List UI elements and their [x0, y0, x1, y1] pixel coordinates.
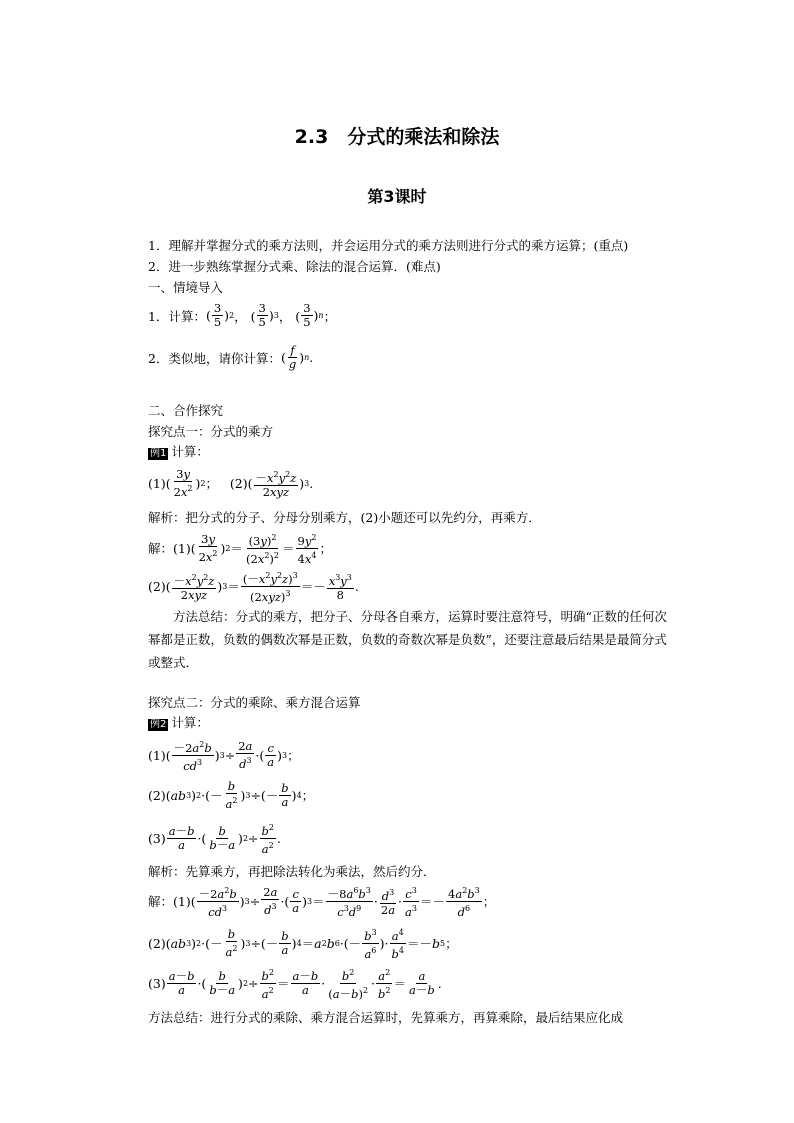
example-2-problem-2: (2)( ab 3 ) 2 ·(－ $\frac{b}{a^2}$ ) 3 ÷(－ $\frac{b}{a}$ ) 4 ；	[148, 779, 315, 811]
fraction: $\frac{b^3}{a^6}$	[364, 928, 377, 961]
fraction: $\frac{2a}{d^3}$	[263, 884, 278, 917]
example-2-problem-3: (3) $\frac{a-b}{a}$ ·( $\frac{b}{b-a}$ ) 2 ÷ $\frac{b^2}{a^2}$ .	[148, 823, 281, 856]
example-1-solution-2: (2)( $\frac{-x^2y^2z}{\text{2xyz}}$ ) 3 ＝ $\frac{(-x^2y^2z)^3}{(2xyz)^3}$ ＝－ $\frac{x^3y^3}{8}$ .	[148, 571, 359, 604]
fraction: $\frac{-2a^2b}{cd^3}$	[198, 886, 237, 919]
example-1-heading	[148, 444, 209, 460]
objective-2: 2．进一步熟练掌握分式乘、除法的混合运算．(难点)	[148, 259, 441, 274]
example-2-label: 计算：	[171, 715, 209, 730]
fraction: $\frac{x^3y^3}{8}$	[328, 572, 352, 602]
explore-point-2: 探究点二：分式的乘除、乘方混合运算	[148, 695, 361, 710]
fraction: $\frac{a-b}{a}$	[168, 823, 195, 852]
fraction: $\frac{3}{5}$	[303, 301, 311, 329]
fraction: $\frac{(3y)^2}{(2x^2)^2}$	[246, 533, 280, 566]
example-2-summary: 方法总结：进行分式的乘除、乘方混合运算时，先算乘方，再算乘除，最后结果应化成	[148, 1010, 624, 1025]
fraction: $\frac{b^2}{a^2}$	[261, 823, 274, 856]
example-1-solution-1: 解：(1)( $\frac{3y}{2x^2}$ ) 2 ＝ $\frac{(3y)^2}{(2x^2)^2}$ ＝ $\frac{9y^2}{4x^4}$ ；	[148, 531, 332, 566]
fraction: $\frac{3y}{2x^2}$	[198, 531, 218, 564]
fraction: $\frac{(-x^2y^2z)^3}{(2xyz)^3}$	[242, 571, 298, 604]
example-1-badge: 例1	[150, 448, 167, 459]
fraction: $\frac{f}{g}$	[288, 343, 297, 371]
fraction: $\frac{-2a^2b}{cd^3}$	[173, 740, 212, 773]
example-2-heading	[148, 715, 209, 731]
example-2-analysis: 解析：先算乘方，再把除法转化为乘法，然后约分．	[148, 864, 436, 879]
example-2-solution-3: (3) $\frac{a-b}{a}$ ·( $\frac{b}{b-a}$ ) 2 ÷ $\frac{b^2}{a^2}$ ＝ $\frac{a-b}{a}$ · $\frac{b^2}{(a-b)^2}$ · $\frac{a^2}{b^2}$ ＝ $\frac{a}{a-b}$ .	[148, 968, 442, 1001]
explore-point-1: 探究点一：分式的乘方	[148, 424, 274, 439]
example-1-problems: (1)( $\frac{3y}{2x^2}$ ) 2 ； (2)( $\frac{-x^2y^2z}{\text{2xyz}}$ ) 3 .	[148, 467, 314, 499]
fraction: $\frac{b}{a^2}$	[225, 779, 238, 811]
fraction: $\frac{4a^2b^3}{d^6}$	[448, 886, 480, 919]
fraction: $\frac{-x^2y^2z}{\text{2xyz}}$	[173, 572, 215, 602]
fraction: $\frac{c^3}{a^3}$	[405, 886, 417, 919]
fraction: $\frac{b}{b-a}$	[209, 968, 236, 997]
page-title: 2.3 分式的乘法和除法	[294, 126, 500, 148]
fraction: $\frac{a^4}{b^4}$	[391, 928, 404, 961]
example-2-problem-1: (1)( $\frac{-2a^2b}{cd^3}$ ) 3 ÷ $\frac{2a}{d^3}$ ·( $\frac{c}{a}$ ) 3 ；	[148, 738, 300, 773]
section-heading-intro: 一、情境导入	[148, 280, 224, 295]
fraction: $\frac{3}{5}$	[213, 301, 222, 329]
fraction: $\frac{b^2}{(a-b)^2}$	[328, 968, 369, 1001]
fraction: $\frac{b}{a}$	[281, 928, 289, 957]
fraction: $\frac{a}{a-b}$	[409, 968, 435, 997]
section-heading-explore: 二、合作探究	[148, 403, 224, 418]
fraction: $\frac{3}{5}$	[258, 301, 266, 329]
fraction: $\frac{d^3}{2a}$	[380, 887, 396, 917]
example-1-label: 计算：	[171, 444, 209, 459]
fraction: $\frac{2a}{d^3}$	[238, 738, 253, 771]
fraction: $\frac{a-b}{a}$	[168, 968, 195, 997]
fraction: $\frac{b}{b-a}$	[209, 823, 236, 852]
fraction: $\frac{-x^2y^2z}{\text{2xyz}}$	[255, 470, 297, 499]
example-1-analysis: 解析：把分式的分子、分母分别乘方，(2)小题还可以先约分，再乘方．	[148, 510, 541, 525]
fraction: $\frac{b^2}{a^2}$	[261, 968, 274, 1001]
fraction: $\frac{a-b}{a}$	[292, 968, 319, 997]
fraction: $\frac{c}{a}$	[292, 886, 300, 915]
objective-1: 1．理解并掌握分式的乘方法则，并会运用分式的乘方法则进行分式的乘方运算；(重点)	[148, 238, 629, 253]
fraction: $\frac{3y}{2x^2}$	[173, 467, 193, 499]
fraction: $\frac{a^2}{b^2}$	[378, 968, 391, 1001]
fraction: $\frac{c}{a}$	[267, 740, 275, 769]
example-2-solution-1: 解：(1)( $\frac{-2a^2b}{cd^3}$ ) 3 ÷ $\frac{2a}{d^3}$ ·( $\frac{c}{a}$ ) 3 ＝ $\frac{-8a^6b^3}{c^3d^9}$ · $\frac{d^3}{2a}$ · $\frac{c^3}{a^3}$ ＝－ $\frac{4a^2b^3}{d^6}$ ；	[148, 884, 496, 919]
fraction: $\frac{-8a^6b^3}{c^3d^9}$	[327, 886, 371, 919]
example-2-badge: 例2	[150, 719, 167, 730]
fraction: $\frac{9y^2}{4x^4}$	[297, 533, 317, 566]
fraction: $\frac{b}{a}$	[281, 780, 289, 809]
intro-item-1-label: 1．计算：	[148, 308, 206, 324]
lesson-subtitle: 第3课时	[367, 187, 427, 206]
example-2-solution-2: (2)( ab 3 ) 2 ·(－ $\frac{b}{a^2}$ ) 3 ÷(－ $\frac{b}{a}$ ) 4 ＝ a 2 b 6 ·(－ $\frac{b^3}{a^6}$ )· $\frac{a^4}{b^4}$ ＝－ b 5 ；	[148, 926, 458, 961]
intro-item-1: 1．计算： ( $\frac{3}{5}$ ) 2 ， ( $\frac{3}{5}$ ) 3 ， ( $\frac{3}{5}$ ) n ；	[148, 301, 337, 329]
example-1-summary: 方法总结：分式的乘方，把分子、分母各自乘方，运算时要注意符号，明确“正数的任何次幂都是正数，负数的偶数次幂是正数，负数的奇数次幂是负数”，还要注意最后结果是最简分式或整式．	[148, 609, 667, 670]
intro-item-2: 2．类似地，请你计算： ( $\frac{f}{g}$ ) n .	[148, 343, 314, 371]
intro-item-2-label: 2．类似地，请你计算：	[148, 350, 281, 366]
fraction: $\frac{b}{a^2}$	[225, 926, 238, 959]
